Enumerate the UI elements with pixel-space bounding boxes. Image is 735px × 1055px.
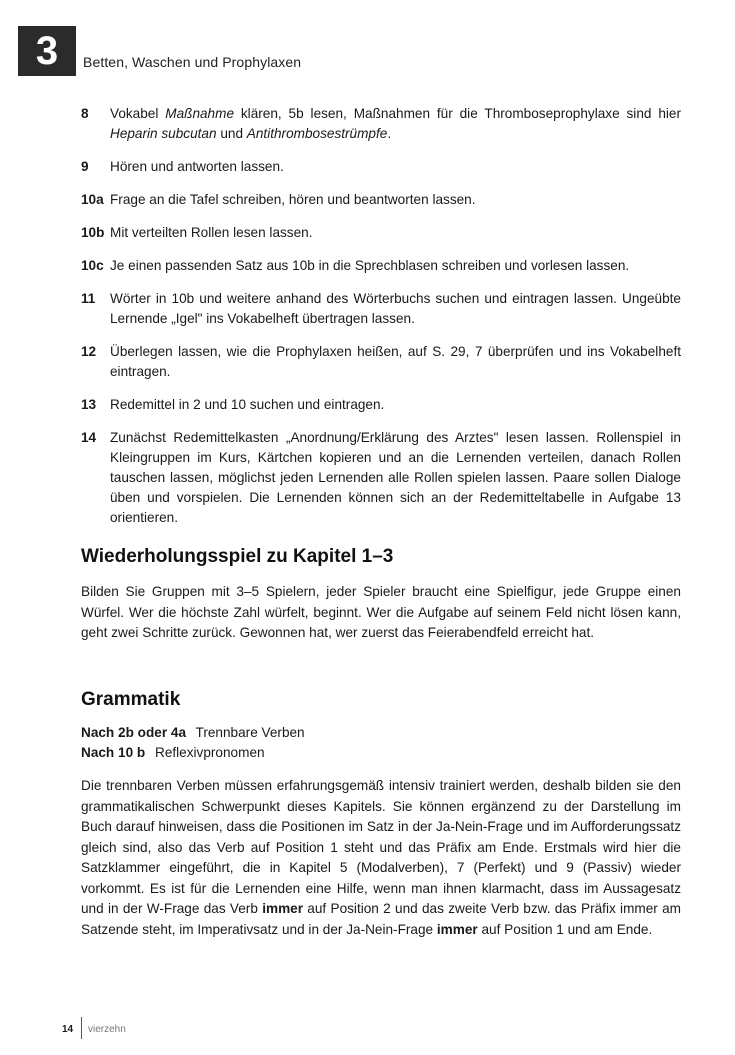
grammar-text-2: auf Position 2 und das zweite Verb bzw. das Präfix immer am Satzende steht, im Imperativsatz und in der Ja-Nein-Frage <box>81 901 681 937</box>
item-number: 12 <box>81 344 97 359</box>
item-text <box>110 190 681 210</box>
item-number: 10c <box>81 258 104 273</box>
item-text <box>110 342 681 382</box>
item-text <box>110 256 681 276</box>
grammar-line-2-topic: Reflexivpronomen <box>155 745 265 760</box>
item-text-italic: Maßnahme <box>165 106 235 121</box>
section-heading-game: Wiederholungsspiel zu Kapitel 1–3 <box>81 546 394 567</box>
item-text <box>110 157 681 177</box>
page-number-word: vierzehn <box>88 1024 126 1035</box>
grammar-bold-2: immer <box>436 921 478 937</box>
grammar-line-2-label: Nach 10 b <box>81 745 146 760</box>
grammar-line-1 <box>81 723 305 743</box>
item-number: 14 <box>81 430 97 445</box>
list-item <box>81 395 681 415</box>
grammar-text-1: Die trennbaren Verben müssen erfahrungsgemäß intensiv trainiert werden, deshalb bilden sie den grammatikalischen Schwerpunkt dieses Kapitels. Sie können ergänzend zu der Darstellung im Buch darauf hinweisen, dass die Positionen im Satz in der Ja-Nein-Frage und im Aufforderungssatz gleich sind, also das Verb auf Position 1 steht und das Präfix am Ende. Erstmals wird hier die Satzklammer eingeführt, die in Kapitel 5 (Modalverben), 7 (Perfekt) und 9 (Passiv) wieder vorkommt. Es ist für die Lernenden eine Hilfe, wenn man ihnen klarmacht, dass im Aussagesatz und in der W-Frage das Verb <box>81 778 681 916</box>
list-item <box>81 223 681 243</box>
item-text-part: Wörter in 10b und weitere anhand des Wörterbuchs suchen und eintragen lassen. Ungeübte Lernende „Igel" ins Vokabelheft übertragen lassen. <box>110 291 681 326</box>
item-text-part: Frage an die Tafel schreiben, hören und beantworten lassen. <box>110 192 476 207</box>
grammar-paragraph <box>81 776 681 940</box>
item-text-part: . <box>387 126 392 141</box>
list-item <box>81 428 681 528</box>
item-text-part: klären, 5b lesen, Maßnahmen für die Thromboseprophylaxe sind hier <box>234 106 681 121</box>
item-text-part: Je einen passenden Satz aus 10b in die Sprechblasen schreiben und vorlesen lassen. <box>110 258 630 273</box>
item-text-part: Redemittel in 2 und 10 suchen und eintragen. <box>110 397 385 412</box>
section-heading-grammar: Grammatik <box>81 689 181 710</box>
item-number: 8 <box>81 106 89 121</box>
item-text-part: Überlegen lassen, wie die Prophylaxen heißen, auf S. 29, 7 überprüfen und ins Vokabelheft eintragen. <box>110 344 681 379</box>
item-number: 10b <box>81 225 105 240</box>
page-number: 14 <box>62 1024 74 1035</box>
item-text <box>110 223 681 243</box>
item-text <box>110 289 681 329</box>
list-item <box>81 256 681 276</box>
item-text <box>110 395 681 415</box>
item-text <box>110 104 681 144</box>
chapter-title: Betten, Waschen und Prophylaxen <box>83 54 302 70</box>
item-text-part: Zunächst Redemittelkasten „Anordnung/Erklärung des Arztes" lesen lassen. Rollenspiel in Kleingruppen im Kurs, Kärtchen kopieren und an die Lernenden verteilen, danach Rollen tauschen lassen, möglichst jeden Lernenden alle Rollen spielen lassen. Paare sollen Dialoge üben und vorspielen. Die Lernenden können sich an der Redemitteltabelle in Aufgabe 13 orientieren. <box>110 430 681 525</box>
grammar-line-1-label: Nach 2b oder 4a <box>81 725 187 740</box>
list-item <box>81 104 681 144</box>
item-number: 10a <box>81 192 104 207</box>
grammar-text-3: auf Position 1 und am Ende. <box>477 921 653 937</box>
item-text-part: Vokabel <box>110 106 166 121</box>
list-item <box>81 157 681 177</box>
item-text <box>110 428 681 528</box>
grammar-bold-1: immer <box>262 901 304 916</box>
item-number: 13 <box>81 397 97 412</box>
list-item <box>81 289 681 329</box>
list-item <box>81 190 681 210</box>
list-item <box>81 342 681 382</box>
grammar-line-2 <box>81 743 265 763</box>
item-text-italic: Antithrombosestrümpfe <box>246 126 388 141</box>
item-text-italic: Heparin subcutan <box>110 126 217 141</box>
instruction-list <box>81 104 681 541</box>
item-text-part: und <box>216 126 247 141</box>
footer-divider <box>81 1017 82 1039</box>
chapter-number-badge: 3 <box>18 26 76 76</box>
item-number: 11 <box>81 291 96 306</box>
item-number: 9 <box>81 159 89 174</box>
item-text-part: Mit verteilten Rollen lesen lassen. <box>110 225 313 240</box>
game-paragraph: Bilden Sie Gruppen mit 3–5 Spielern, jeder Spieler braucht eine Spielfigur, jede Gruppe einen Würfel. Wer die höchste Zahl würfelt, beginnt. Wer die Aufgabe auf seinem Feld nicht lösen kann, geht zwei Schritte zurück. Gewonnen hat, wer zuerst das Feierabendfeld erreicht hat. <box>81 584 681 640</box>
item-text-part: Hören und antworten lassen. <box>110 159 284 174</box>
grammar-line-1-topic: Trennbare Verben <box>195 725 305 740</box>
